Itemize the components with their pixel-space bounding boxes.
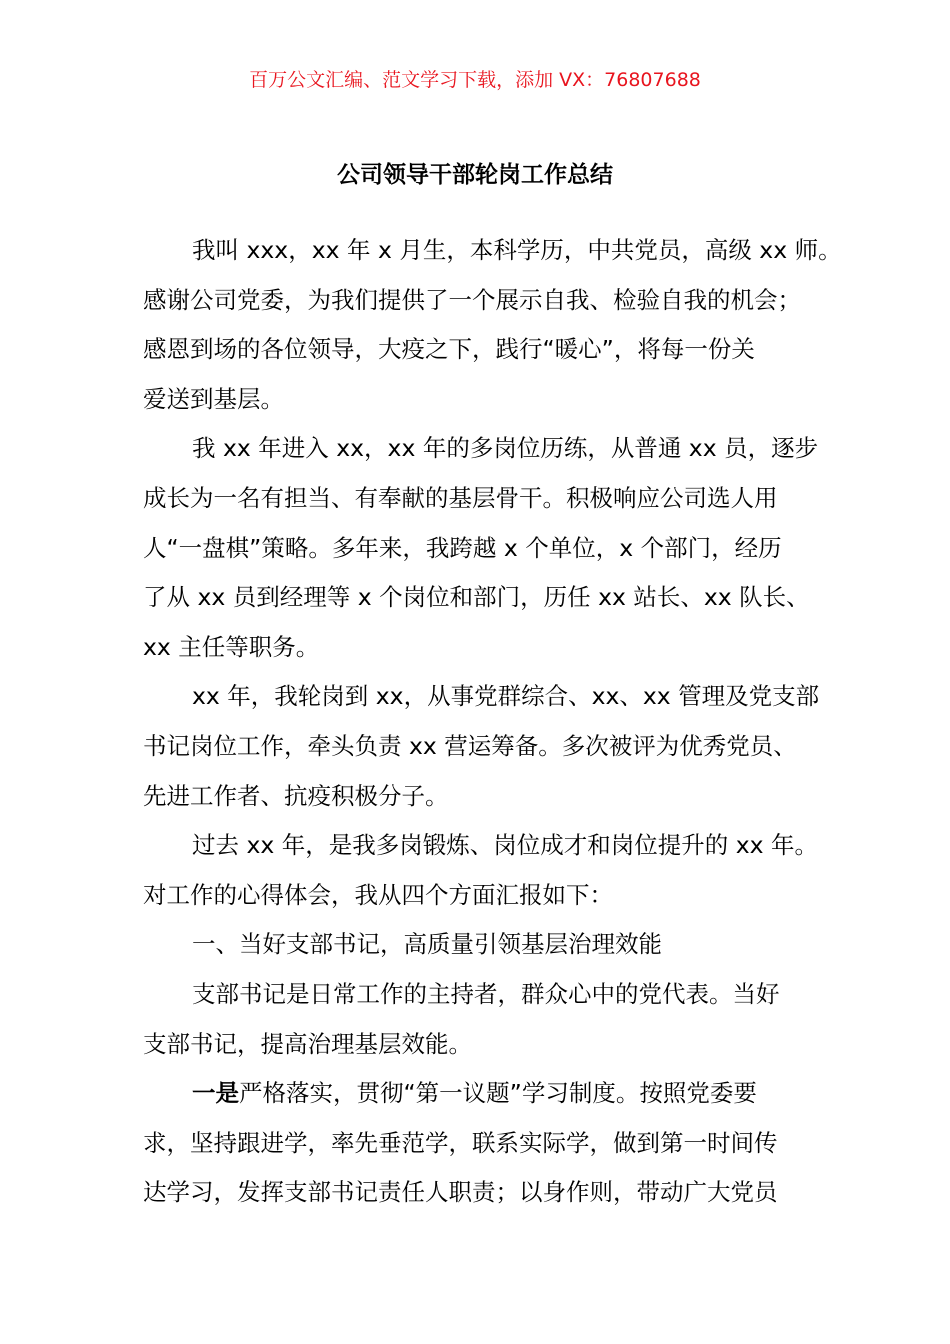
text-line: 对工作的心得体会，我从四个方面汇报如下： bbox=[143, 880, 613, 909]
text-line: xx 年，我轮岗到 xx，从事党群综合、xx、xx 管理及党支部 bbox=[192, 682, 820, 711]
text-line: 先进工作者、抗疫积极分子。 bbox=[143, 781, 449, 810]
text-line: 我 xx 年进入 xx，xx 年的多岗位历练，从普通 xx 员，逐步 bbox=[192, 434, 819, 463]
text-line: 感恩到场的各位领导，大疫之下，践行“暖心”，将每一份关 bbox=[143, 335, 755, 364]
text-line: 我叫 xxx，xx 年 x 月生，本科学历，中共党员，高级 xx 师。 bbox=[192, 236, 842, 264]
text-line: 成长为一名有担当、有奉献的基层骨干。积极响应公司选人用 bbox=[143, 483, 778, 512]
text-line bbox=[143, 1069, 833, 1119]
paragraph-career bbox=[143, 424, 833, 672]
paragraph-summary bbox=[143, 821, 833, 920]
section-heading-1 bbox=[143, 920, 833, 970]
text-line: 了从 xx 员到经理等 x 个岗位和部门，历任 xx 站长、xx 队长、 bbox=[143, 583, 810, 612]
text-line: 支部书记，提高治理基层效能。 bbox=[143, 1029, 472, 1058]
text-line: 人“一盘棋”策略。多年来，我跨越 x 个单位，x 个部门，经历 bbox=[143, 533, 782, 562]
watermark-banner: 百万公文汇编、范文学习下载，添加 VX：76807688 bbox=[249, 69, 701, 91]
text-line: 求，坚持跟进学，率先垂范学，联系实际学，做到第一时间传 bbox=[143, 1128, 778, 1157]
paragraph-secretary bbox=[143, 970, 833, 1069]
text-line: 爱送到基层。 bbox=[143, 384, 284, 413]
text-line: 感谢公司党委，为我们提供了一个展示自我、检验自我的机会； bbox=[143, 285, 801, 314]
text-line: 支部书记是日常工作的主持者，群众心中的党代表。当好 bbox=[192, 979, 780, 1008]
paragraph-point-one bbox=[143, 1069, 833, 1218]
text-line: 一、当好支部书记，高质量引领基层治理效能 bbox=[192, 930, 662, 959]
document-title: 公司领导干部轮岗工作总结 bbox=[337, 162, 613, 188]
text-line: 书记岗位工作，牵头负责 xx 营运筹备。多次被评为优秀党员、 bbox=[143, 731, 797, 760]
text-line: xx 主任等职务。 bbox=[143, 632, 320, 661]
document-body bbox=[143, 226, 842, 1218]
paragraph-intro bbox=[143, 226, 842, 424]
text-line: 过去 xx 年，是我多岗锻炼、岗位成才和岗位提升的 xx 年。 bbox=[192, 831, 819, 860]
bold-lead: 一是 bbox=[192, 1079, 239, 1108]
text-line-rest: 严格落实，贯彻“第一议题”学习制度。按照党委要 bbox=[239, 1079, 757, 1108]
text-line: 达学习，发挥支部书记责任人职责；以身作则，带动广大党员 bbox=[143, 1178, 778, 1207]
paragraph-rotation bbox=[143, 672, 833, 821]
